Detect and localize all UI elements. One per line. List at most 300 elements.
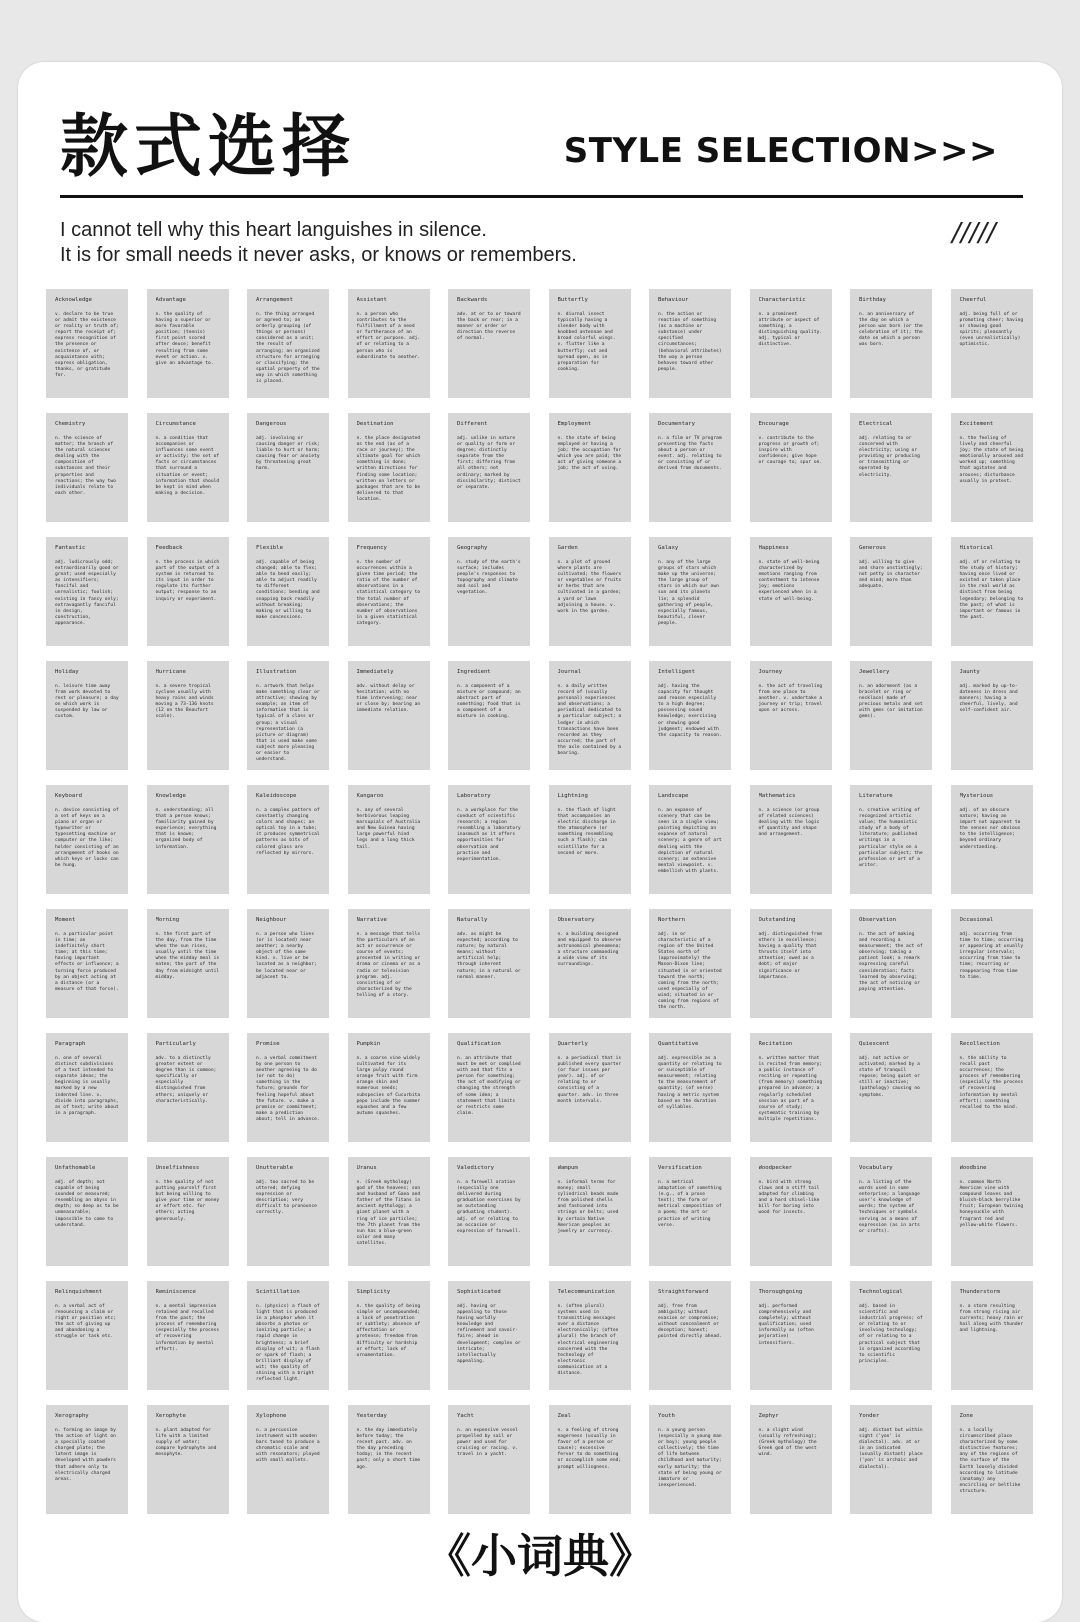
- card-word: Fantastic: [55, 545, 86, 551]
- card-word: Jaunty: [959, 669, 980, 675]
- card-word: Arrangement: [256, 297, 294, 303]
- card-definition: n. forming an image by the action of light on a specially coated charged plate; the latent image is developed with powders that adhere only to electrically charged areas.: [55, 1428, 116, 1482]
- style-card[interactable]: [46, 909, 128, 1018]
- card-word: Narrative: [356, 917, 387, 923]
- card-definition: n. an anniversary of the day on which a person was born (or the celebration of it); the date on which a person was born.: [859, 312, 923, 348]
- page-title-english: STYLE SELECTION>>>: [563, 131, 998, 171]
- card-word: Relinquishment: [55, 1289, 103, 1295]
- style-card[interactable]: [46, 413, 128, 522]
- card-definition: v. declare to be true or admit the existence or reality or truth of; report the receipt of; express recognition of the presence or existence of, or acquaintance with; express obligation, thanks, or gratitude for.: [55, 312, 119, 378]
- card-definition: adj. willing to give and share unstintingly; not petty in character and mind; more than adequate.: [859, 560, 923, 590]
- style-card[interactable]: [147, 1033, 229, 1142]
- card-word: Excitement: [959, 421, 994, 427]
- style-card[interactable]: [549, 785, 631, 894]
- card-word: Moment: [55, 917, 76, 923]
- style-card[interactable]: [649, 661, 731, 770]
- card-word: Quantitative: [658, 1041, 699, 1047]
- card-word: Promise: [256, 1041, 280, 1047]
- style-card[interactable]: [247, 413, 329, 522]
- style-card[interactable]: [247, 909, 329, 1018]
- card-definition: n. a daily written record of (usually personal) experiences and observations; a periodical dedicated to a particular subject; a ledger in which transactions have been recorded as they occurred; the part of the axle contained by a bearing.: [557, 684, 622, 757]
- card-definition: n. a verbal commitment by one person to another agreeing to do (or not to do) something in the future; grounds for feeling hopeful about the future. v. make a promise or commitment; make a prediction about; tell in advance.: [256, 1056, 320, 1122]
- style-card[interactable]: [951, 1033, 1033, 1142]
- style-card[interactable]: [750, 1157, 832, 1266]
- style-card[interactable]: [951, 1157, 1033, 1266]
- style-card[interactable]: [448, 909, 530, 1018]
- style-card[interactable]: [46, 1033, 128, 1142]
- card-definition: n. the quality of not putting yourself first but being willing to give your time or money or effort etc. for others; acting generously.: [155, 1180, 220, 1222]
- style-card[interactable]: [750, 909, 832, 1018]
- style-card[interactable]: [549, 1281, 631, 1390]
- card-definition: adj. not active or activated; marked by a state of tranquil repose; being quiet or still or inactive; (pathology) causing no symptoms.: [859, 1056, 920, 1098]
- card-definition: adj. distinguished from others in excellence; having a quality that thrusts itself into attention; owed as a debt; of major significance or importance.: [758, 932, 823, 980]
- style-card[interactable]: [750, 289, 832, 398]
- card-definition: n. diurnal insect typically having a slender body with knobbed antennae and broad colorful wings. v. flutter like a butterfly; cut and spread open, as in preparation for cooking.: [557, 312, 616, 372]
- card-definition: adv. as might be expected; according to nature; by natural means; without artificial help; through inherent nature; in a natural or normal manner.: [457, 932, 521, 980]
- style-card[interactable]: [549, 537, 631, 646]
- style-card[interactable]: [147, 413, 229, 522]
- card-definition: n. an expensive vessel propelled by sail or power and used for cruising or racing. v. travel in a yacht.: [457, 1428, 518, 1458]
- card-word: Keyboard: [55, 793, 82, 799]
- card-definition: n. a young person (especially a young man or boy); young people collectively; the time of life between childhood and maturity; early maturity; the state of being young or immature or inexperienced.: [658, 1428, 722, 1488]
- card-word: Xerography: [55, 1413, 89, 1419]
- card-word: Zephyr: [758, 1413, 779, 1419]
- card-definition: adj. of or relating to the study of history; having once lived or existed or taken place in the real world as distinct from being legendary; belonging to the past; of what is important or famous in the past.: [959, 560, 1024, 620]
- card-word: Birthday: [859, 297, 886, 303]
- card-definition: n. the act of making and recording a measurement; the act of observing; taking a patient look; a remark expressing careful consideration; facts learned by observing; the act of noticing or paying attention.: [859, 932, 923, 992]
- card-word: Simplicity: [356, 1289, 391, 1295]
- card-word: Xylophone: [256, 1413, 287, 1419]
- card-definition: n. the feeling of lively and cheerful joy; the state of being emotionally aroused and worked up; something that agitates and arouses; disturbance usually in protest.: [959, 436, 1024, 484]
- card-definition: n. a particular point in time; an indefinitely short time; at this time; having important effects or influence; a turning force produced by an object acting at a distance (or a measure of that force).: [55, 932, 119, 992]
- card-word: Recollection: [959, 1041, 1000, 1047]
- card-word: Jewellery: [859, 669, 890, 675]
- card-definition: adj. relating to or concerned with electricity; using or providing or producing or transmitting or operated by electricity.: [859, 436, 920, 478]
- card-word: Pumpkin: [356, 1041, 381, 1047]
- card-word: Galaxy: [658, 545, 679, 551]
- card-word: Chemistry: [55, 421, 86, 427]
- style-card[interactable]: [649, 537, 731, 646]
- style-card[interactable]: [448, 785, 530, 894]
- card-definition: n. a prominent attribute or aspect of something; a distinguishing quality. adj. typical or distinctive.: [758, 312, 823, 348]
- style-card[interactable]: [247, 1157, 329, 1266]
- card-word: Butterfly: [557, 297, 588, 303]
- card-word: Electrical: [859, 421, 893, 427]
- card-definition: n. leisure time away from work devoted to rest or pleasure; a day on which work is suspended by law or custom.: [55, 684, 119, 720]
- card-word: Yacht: [457, 1413, 474, 1419]
- page-title-chinese: 款式选择: [60, 108, 357, 187]
- card-word: Thoroughgoing: [758, 1289, 803, 1295]
- card-definition: n. informal terms for money; small cylindrical beads made from polished shells and fashioned into strings or belts; used by certain Native American peoples as jewelry or currency.: [557, 1180, 619, 1234]
- card-word: Neighbour: [256, 917, 287, 923]
- card-definition: v. contribute to the progress or growth of; inspire with confidence; give hope or courage to; spur on.: [758, 436, 823, 466]
- card-definition: adj. capable of being changed; able to flex; able to bend easily; able to adjust readily to different conditions; bending and snapping back readily without breaking; making or willing to make concessions.: [256, 560, 320, 620]
- card-definition: adj. involving or causing danger or risk; liable to hurt or harm; causing fear or anxiety by threatening great harm.: [256, 436, 320, 472]
- card-word: Youth: [658, 1413, 675, 1419]
- card-definition: adj. marked by up-to-dateness in dress and manners; having a cheerful, lively, and self-confident air.: [959, 684, 1018, 714]
- card-word: Advantage: [155, 297, 186, 303]
- style-card[interactable]: [750, 537, 832, 646]
- quote-block: [60, 218, 860, 268]
- card-word: Scintillation: [256, 1289, 300, 1295]
- card-definition: n. creative writing of recognized artistic value; the humanistic study of a body of literature; published writings in a particular style on a particular subject; the profession or art of a writer.: [859, 808, 923, 868]
- card-word: Assistant: [356, 297, 387, 303]
- card-definition: n. a severe tropical cyclone usually with heavy rains and winds moving a 73-136 knots (12 on the Beaufort scale).: [155, 684, 214, 720]
- card-definition: n. a workplace for the conduct of scientific research; a region resembling a laboratory inasmuch as it offers opportunities for observation and practice and experimentation.: [457, 808, 521, 862]
- card-word: Xerophyte: [155, 1413, 186, 1419]
- style-card[interactable]: [649, 1157, 731, 1266]
- card-definition: adj. having or appealing to those having worldly knowledge and refinement and savoir-faire; ahead in development; complex or intricate; intellectually appealing.: [457, 1304, 521, 1364]
- card-definition: n. an adornment (as a bracelet or ring or necklace) made of precious metals and set with gems (or imitation gems).: [859, 684, 923, 720]
- style-card[interactable]: [850, 909, 932, 1018]
- card-definition: n. common North American vine with compound leaves and bluish-black berrylike fruit; European twining honeysuckle with fragrant red and yellow-white flowers.: [959, 1180, 1024, 1228]
- card-definition: n. a person who lives (or is located) near another; a nearby object of the same kind. v. live or be located as a neighbor; be located near or adjacent to.: [256, 932, 317, 980]
- style-card[interactable]: [448, 1033, 530, 1142]
- card-word: Immediately: [356, 669, 394, 675]
- style-card[interactable]: [951, 537, 1033, 646]
- card-definition: n. the action or reaction of something (as a machine or substance) under specified circumstances; (behavioral attributes) the way a person behaves toward other people.: [658, 312, 722, 372]
- card-definition: n. artwork that helps make something clear or attractive; showing by example; an item of information that is typical of a class or group; a visual representation (a picture or diagram) that is used make some subject more pleasing or easier to understand.: [256, 684, 320, 763]
- card-definition: adj. ludicrously odd; extraordinarily good or great; used especially as intensifiers; fanciful and unrealistic; foolish; existing in fancy only; extravagantly fanciful in design, construction, appearance.: [55, 560, 119, 626]
- card-definition: n. a locally circumscribed place characterized by some distinctive features; any of the regions of the surface of the Earth loosely divided according to latitude (anatomy) any encircling or beltlike structure.: [959, 1428, 1021, 1494]
- card-word: Geography: [457, 545, 488, 551]
- style-card[interactable]: [850, 785, 932, 894]
- style-card[interactable]: [247, 1281, 329, 1390]
- style-card[interactable]: [448, 537, 530, 646]
- card-definition: n. the state of being employed or having a job; the occupation for which you are paid; the act of giving someone a job; the act of using.: [557, 436, 622, 472]
- style-card[interactable]: [147, 1281, 229, 1390]
- card-word: Hurricane: [155, 669, 186, 675]
- style-card[interactable]: [649, 785, 731, 894]
- card-definition: adj. being full of or promoting cheer; having or showing good spirits; pleasantly (even unrealistically) optimistic.: [959, 312, 1024, 348]
- card-definition: n. (Greek mythology) god of the heavens; son and husband of Gaea and father of the Titans in ancient mythology; a giant planet with a ring of ice particles; the 7th planet from the sun has a blue-green color and many satellites.: [356, 1180, 421, 1246]
- card-definition: n. an expanse of scenery that can be seen in a single view; painting depicting an expanse of natural scenery; a genre of art dealing with the depiction of natural scenery; an extensive mental viewpoint. v. embellish with plants.: [658, 808, 722, 874]
- style-card[interactable]: [850, 537, 932, 646]
- card-definition: n. any of the large groups of stars which make up the universe; the large group of stars in which our own sun and its planets lie; a splendid gathering of people, especially famous, beautiful, clever people.: [658, 560, 719, 626]
- card-word: Occasional: [959, 917, 994, 923]
- card-word: Particularly: [155, 1041, 196, 1047]
- card-definition: adj. having the capacity for thought and reason especially to a high degree; possessing sound knowledge; exercising or showing good judgment; endowed with the capacity to reason.: [658, 684, 722, 738]
- card-word: Mysterious: [959, 793, 994, 799]
- card-word: Zone: [959, 1413, 973, 1419]
- card-word: Sophisticated: [457, 1289, 501, 1295]
- style-card[interactable]: [750, 1033, 832, 1142]
- card-word: Mathematics: [758, 793, 796, 799]
- style-card[interactable]: [247, 661, 329, 770]
- card-word: Woodbine: [959, 1165, 987, 1171]
- card-word: Destination: [356, 421, 394, 427]
- card-word: Uranus: [356, 1165, 377, 1171]
- card-word: Observation: [859, 917, 897, 923]
- style-card[interactable]: [147, 289, 229, 398]
- card-word: Straightforward: [658, 1289, 709, 1295]
- style-card[interactable]: [951, 661, 1033, 770]
- style-card[interactable]: [750, 1405, 832, 1514]
- card-definition: n. a percussion instrument with wooden bars tuned to produce a chromatic scale and with resonators; played with small mallets.: [256, 1428, 320, 1464]
- card-word: Lightning: [557, 793, 588, 799]
- card-word: Acknowledge: [55, 297, 93, 303]
- card-definition: n. a storm resulting from strong rising air currents; heavy rain or hail along with thunder and lightning.: [959, 1304, 1024, 1334]
- style-card[interactable]: [850, 289, 932, 398]
- style-card[interactable]: [247, 785, 329, 894]
- card-word: Northern: [658, 917, 685, 923]
- card-definition: n. the flash of light that accompanies an electric discharge in the atmosphere (or something resembling such a flash); can scintillate for a second or more.: [557, 808, 616, 856]
- style-card[interactable]: [549, 289, 631, 398]
- card-word: Knowledge: [155, 793, 186, 799]
- card-definition: n. state of well-being characterized by emotions ranging from contentment to intense joy; emotions experienced when in a state of well-being.: [758, 560, 820, 602]
- card-definition: n. the science of matter; the branch of the natural sciences dealing with the composition of substances and their properties and reactions; the way two individuals relate to each other.: [55, 436, 116, 496]
- style-card[interactable]: [951, 1281, 1033, 1390]
- card-word: Unutterable: [256, 1165, 294, 1171]
- quote-line-2: It is for small needs it never asks, or knows or remembers.: [60, 244, 577, 266]
- card-word: Frequency: [356, 545, 387, 551]
- style-card[interactable]: [750, 661, 832, 770]
- card-word: Zeal: [557, 1413, 571, 1419]
- style-card[interactable]: [448, 1281, 530, 1390]
- style-card[interactable]: [348, 1157, 430, 1266]
- card-definition: n. a person who contributes to the fulfillment of a need or furtherance of an effort or purpose. adj. of or relating to a person who is subordinate to another.: [356, 312, 421, 360]
- card-word: Dangerous: [256, 421, 287, 427]
- card-word: Happiness: [758, 545, 789, 551]
- style-card[interactable]: [147, 785, 229, 894]
- style-card[interactable]: [549, 1405, 631, 1514]
- card-definition: n. plant adapted for life with a limited supply of water; compare hydrophyte and mesophyte.: [155, 1428, 217, 1458]
- style-card[interactable]: [247, 1405, 329, 1514]
- style-card[interactable]: [649, 1405, 731, 1514]
- card-definition: adj. free from ambiguity; without evasion or compromise; without concealment or deception; honest; pointed directly ahead.: [658, 1304, 722, 1340]
- style-card[interactable]: [46, 1405, 128, 1514]
- style-card[interactable]: [46, 289, 128, 398]
- header-divider: [60, 195, 1023, 198]
- card-word: Garden: [557, 545, 578, 551]
- style-card[interactable]: [247, 1033, 329, 1142]
- card-word: Different: [457, 421, 488, 427]
- card-definition: adv. to a distinctly greater extent or degree than is common; specifically or especially distinguished from others; uniquely or characteristically.: [155, 1056, 217, 1104]
- card-word: Technological: [859, 1289, 903, 1295]
- card-word: Landscape: [658, 793, 689, 799]
- style-card[interactable]: [649, 1281, 731, 1390]
- card-word: Literature: [859, 793, 893, 799]
- card-definition: n. a listing of the words used in some enterprise; a language user's knowledge of words; the system of techniques or symbols serving as a means of expression (as in arts or crafts).: [859, 1180, 920, 1234]
- card-definition: n. written matter that is recited from memory; a public instance of reciting or repeating (from memory) something prepared in advance; a regularly scheduled session as part of a course of study; systematic training by multiple repetitions.: [758, 1056, 823, 1122]
- style-card[interactable]: [448, 1405, 530, 1514]
- card-word: Yonder: [859, 1413, 880, 1419]
- card-definition: adj. of an obscure nature; having an import not apparent to the senses nor obvious to the intelligence; beyond ordinary understanding.: [959, 808, 1021, 850]
- style-card[interactable]: [147, 909, 229, 1018]
- style-card[interactable]: [348, 1033, 430, 1142]
- style-card[interactable]: [850, 1157, 932, 1266]
- card-definition: n. a component of a mixture or compound; an abstract part of something; food that is a component of a mixture in cooking.: [457, 684, 521, 720]
- card-definition: n. understanding; all that a person knows; familiarity gained by experience; everything that is known; organized body of information.: [155, 808, 217, 850]
- card-word: Telecommunication: [557, 1289, 615, 1295]
- card-definition: n. a film or TV program presenting the facts about a person or event. adj. relating to or consisting of or derived from documents.: [658, 436, 722, 472]
- card-word: Behaviour: [658, 297, 689, 303]
- card-definition: n. a metrical adaptation of something (e.g., of a prose text); the form or metrical composition of a poem; the art or practice of writing verse.: [658, 1180, 722, 1228]
- style-card[interactable]: [147, 1405, 229, 1514]
- style-card[interactable]: [850, 1405, 932, 1514]
- card-definition: n. the day immediately before today; the recent past. adv. on the day preceding today; in the recent past; only a short time ago.: [356, 1428, 421, 1470]
- card-word: Backwards: [457, 297, 488, 303]
- card-word: Thunderstorm: [959, 1289, 1000, 1295]
- card-word: Reminiscence: [155, 1289, 196, 1295]
- card-definition: adj. in or characteristic of a region of the United States north of (approximately) the Mason-Dixon line; situated in or oriented toward the north; coming from the north; used especially of wind; situated in or coming from regions of the north.: [658, 932, 722, 1011]
- style-card[interactable]: [348, 289, 430, 398]
- style-card[interactable]: [46, 785, 128, 894]
- card-definition: n. a coarse vine widely cultivated for its large pulpy round orange fruit with firm orange skin and numerous seeds; subspecies of Cucurbita pepo include the summer squashes and a few autumn squashes.: [356, 1056, 421, 1116]
- style-card[interactable]: [951, 1405, 1033, 1514]
- card-definition: adj. occurring from time to time; occurring or appearing at usually irregular intervals; occurring from time to time; recurring or reappearing from time to time.: [959, 932, 1024, 980]
- card-word: Observatory: [557, 917, 595, 923]
- card-word: Unselfishness: [155, 1165, 200, 1171]
- card-definition: n. the number of occurrences within a given time period; the ratio of the number of observations in a statistical category to the total number of observations; the number of observations in a given statistical category.: [356, 560, 421, 626]
- card-word: Historical: [959, 545, 994, 551]
- card-word: Woodpecker: [758, 1165, 793, 1171]
- style-card[interactable]: [147, 537, 229, 646]
- card-definition: n. study of the earth's surface; includes people's responses to topography and climate and soil and vegetation.: [457, 560, 521, 596]
- card-word: Outstanding: [758, 917, 796, 923]
- card-word: Quiescent: [859, 1041, 890, 1047]
- style-card[interactable]: [147, 661, 229, 770]
- card-word: Unfathomable: [55, 1165, 96, 1171]
- card-definition: adv. at or to or toward the back or rear; in a manner or order or direction the reverse of normal.: [457, 312, 521, 342]
- slash-decoration: /////: [952, 218, 996, 248]
- card-definition: adj. of depth; not capable of being sounded or measured; resembling an abyss in depth; so deep as to be unmeasurable; impossible to come to understand.: [55, 1180, 119, 1228]
- card-word: Circumstance: [155, 421, 196, 427]
- style-card[interactable]: [750, 1281, 832, 1390]
- style-card[interactable]: [348, 413, 430, 522]
- card-definition: n. a complex pattern of constantly changing colors and shapes; an optical toy in a tube; it produces symmetrical patterns as bits of colored glass are reflected by mirrors.: [256, 808, 320, 856]
- style-card[interactable]: [649, 1033, 731, 1142]
- style-card[interactable]: [951, 785, 1033, 894]
- style-card[interactable]: [750, 785, 832, 894]
- style-card[interactable]: [951, 413, 1033, 522]
- card-word: Kaleidoscope: [256, 793, 297, 799]
- card-definition: n. any of several herbivorous leaping marsupials of Australia and New Guinea having large powerful hind legs and a long thick tail.: [356, 808, 421, 850]
- style-card[interactable]: [951, 909, 1033, 1018]
- style-card[interactable]: [549, 413, 631, 522]
- card-word: Flexible: [256, 545, 283, 551]
- card-definition: n. a periodical that is published every quarter (or four issues per year). adj. of or relating to or consisting of a quarter. adv. in three month intervals.: [557, 1056, 622, 1104]
- card-word: Characteristic: [758, 297, 806, 303]
- card-definition: n. the thing arranged or agreed to; an orderly grouping (of things or persons) considered as a unit; the result of arranging; an organized structure for arranging or classifying; the spatial property of the way in which something is placed.: [256, 312, 320, 385]
- style-card[interactable]: [46, 661, 128, 770]
- style-card[interactable]: [348, 1281, 430, 1390]
- card-word: Documentary: [658, 421, 696, 427]
- style-card[interactable]: [951, 289, 1033, 398]
- style-card[interactable]: [348, 1405, 430, 1514]
- card-word: Yesterday: [356, 1413, 387, 1419]
- style-card[interactable]: [649, 289, 731, 398]
- style-card[interactable]: [46, 1281, 128, 1390]
- style-card[interactable]: [448, 1157, 530, 1266]
- style-card[interactable]: [448, 413, 530, 522]
- card-word: Wampum: [557, 1165, 578, 1171]
- card-definition: n. a verbal act of renouncing a claim or right or position etc; the act of giving up and abandoning a struggle or task etc.: [55, 1304, 116, 1340]
- style-card[interactable]: [448, 661, 530, 770]
- card-definition: n. device consisting of a set of keys on a piano or organ or typewriter or typesetting machine or computer or the like; holder consisting of an arrangement of hooks on which keys or locks can be hung.: [55, 808, 119, 868]
- style-card[interactable]: [549, 661, 631, 770]
- card-definition: adj. too sacred to be uttered; defying expression or description; very difficult to pronounce correctly.: [256, 1180, 317, 1216]
- card-definition: n. a condition that accompanies or influences some event or activity; the set of facts or circumstances that surround a situation or event; information that should be kept in mind when making a decision.: [155, 436, 220, 496]
- card-word: Generous: [859, 545, 886, 551]
- style-card[interactable]: [649, 413, 731, 522]
- style-card[interactable]: [549, 909, 631, 1018]
- card-definition: n. an attribute that must be met or complied with and that fits a person for something; the act of modifying or changing the strength of some idea; a statement that limits or restricts some claim.: [457, 1056, 521, 1116]
- card-definition: n. a farewell oration (especially one delivered during graduation exercises by an outstanding graduating student). adj. of or relating to an occasion or expression of farewell.: [457, 1180, 521, 1234]
- card-definition: adj. unlike in nature or quality or form or degree; distinctly separate from the first; differing from all others; not ordinary; marked by dissimilarity; distinct or separate.: [457, 436, 521, 490]
- style-card[interactable]: [649, 909, 731, 1018]
- card-definition: n. the ability to recall past occurrences; the process of remembering (especially the process of recovering information by mental effort); something recalled to the mind.: [959, 1056, 1024, 1110]
- card-word: Vocabulary: [859, 1165, 893, 1171]
- footer-title: 《小词典》: [425, 1529, 655, 1583]
- style-card[interactable]: [348, 661, 430, 770]
- card-definition: n. bird with strong claws and a stiff tail adapted for climbing and a hard chisel-like bill for boring into wood for insects.: [758, 1180, 820, 1216]
- style-card[interactable]: [750, 413, 832, 522]
- card-definition: n. the first part of the day, from the time when the sun rises, usually until the time when the midday meal is eaten; the part of the day from midnight until midday.: [155, 932, 220, 980]
- style-card[interactable]: [348, 909, 430, 1018]
- card-definition: n. the quality of being simple or uncompounded; a lack of penetration or subtlety; absence of affectation or pretense; freedom from difficulty or hardship or effort; lack of ornamentation.: [356, 1304, 421, 1358]
- style-card[interactable]: [46, 537, 128, 646]
- style-card[interactable]: [850, 661, 932, 770]
- card-definition: n. a message that tells the particulars of an act or occurrence or course of events; presented in writing or drama or cinema or as a radio or television program. adj. consisting of or characterized by the telling of a story.: [356, 932, 421, 998]
- card-word: Naturally: [457, 917, 488, 923]
- card-definition: adj. expressible as a quantity or relating to or susceptible of measurement; relating to the measurement of quantity; (of verse) having a metric system based on the duration of syllables.: [658, 1056, 722, 1110]
- style-card[interactable]: [850, 413, 932, 522]
- card-definition: n. (physics) a flash of light that is produced in a phosphor when it absorbs a photon or ionizing particle; a rapid change in brightness; a brief display of wit; a flash or spark of flash; a brilliant display of wit; the quality of shining with a bright reflected light.: [256, 1304, 320, 1383]
- card-definition: adj. distant but within sight ('yon' is dialectal). adv. at or in an indicated (usually distant) place ('yon' is archaic and dialectal).: [859, 1428, 923, 1470]
- card-word: Cheerful: [959, 297, 987, 303]
- card-word: Qualification: [457, 1041, 501, 1047]
- card-word: Ingredient: [457, 669, 491, 675]
- card-word: Journal: [557, 669, 582, 675]
- card-definition: n. a plot of ground where plants are cultivated; the flowers or vegetables or fruits or herbs that are cultivated in a garden; a yard or lawn adjoining a house. v. work in the garden.: [557, 560, 622, 614]
- style-card[interactable]: [247, 537, 329, 646]
- card-word: Versification: [658, 1165, 702, 1171]
- card-word: Recitation: [758, 1041, 793, 1047]
- card-word: Journey: [758, 669, 783, 675]
- card-word: Holiday: [55, 669, 79, 675]
- card-definition: n. a building designed and equipped to observe astronomical phenomena; a structure commanding a wide view of its surroundings.: [557, 932, 622, 968]
- style-card[interactable]: [247, 289, 329, 398]
- quote-line-1: I cannot tell why this heart languishes in silence.: [60, 219, 487, 241]
- card-word: Laboratory: [457, 793, 491, 799]
- style-card[interactable]: [348, 785, 430, 894]
- style-card[interactable]: [448, 289, 530, 398]
- card-word: Employment: [557, 421, 592, 427]
- style-card[interactable]: [549, 1033, 631, 1142]
- card-definition: adj. performed comprehensively and completely; without qualification; used informally as (often pejorative) intensifiers.: [758, 1304, 814, 1346]
- card-word: Morning: [155, 917, 180, 923]
- card-definition: adj. based in scientific and industrial progress; of or relating to or involving technology; of or relating to a practical subject that is organized according to scientific principles.: [859, 1304, 923, 1364]
- card-word: Illustration: [256, 669, 297, 675]
- card-definition: n. one of several distinct subdivisions of a text intended to separate ideas; the beginning is usually marked by a new indented line. v. divide into paragraphs, as of text; write about in a paragraph.: [55, 1056, 119, 1116]
- card-definition: n. a slight wind (usually refreshing); (Greek mythology) the Greek god of the west wind.: [758, 1428, 817, 1458]
- card-word: Kangaroo: [356, 793, 384, 799]
- style-card[interactable]: [549, 1157, 631, 1266]
- style-card[interactable]: [850, 1033, 932, 1142]
- card-word: Paragraph: [55, 1041, 86, 1047]
- card-word: Encourage: [758, 421, 789, 427]
- card-word: Intelligent: [658, 669, 696, 675]
- card-word: Quarterly: [557, 1041, 588, 1047]
- style-card[interactable]: [46, 1157, 128, 1266]
- card-definition: n. the quality of having a superior or more favorable position; (tennis) first point scored after deuce; benefit resulting from some event or action. v. give an advantage to.: [155, 312, 214, 366]
- card-definition: n. the act of traveling from one place to another. v. undertake a journey or trip; travel upon or across.: [758, 684, 823, 714]
- card-definition: n. a feeling of strong eagerness (usually in favor of a person or cause); excessive fervor to do something or accomplish some end; prompt willingness.: [557, 1428, 622, 1470]
- style-card[interactable]: [147, 1157, 229, 1266]
- style-card[interactable]: [348, 537, 430, 646]
- style-card[interactable]: [850, 1281, 932, 1390]
